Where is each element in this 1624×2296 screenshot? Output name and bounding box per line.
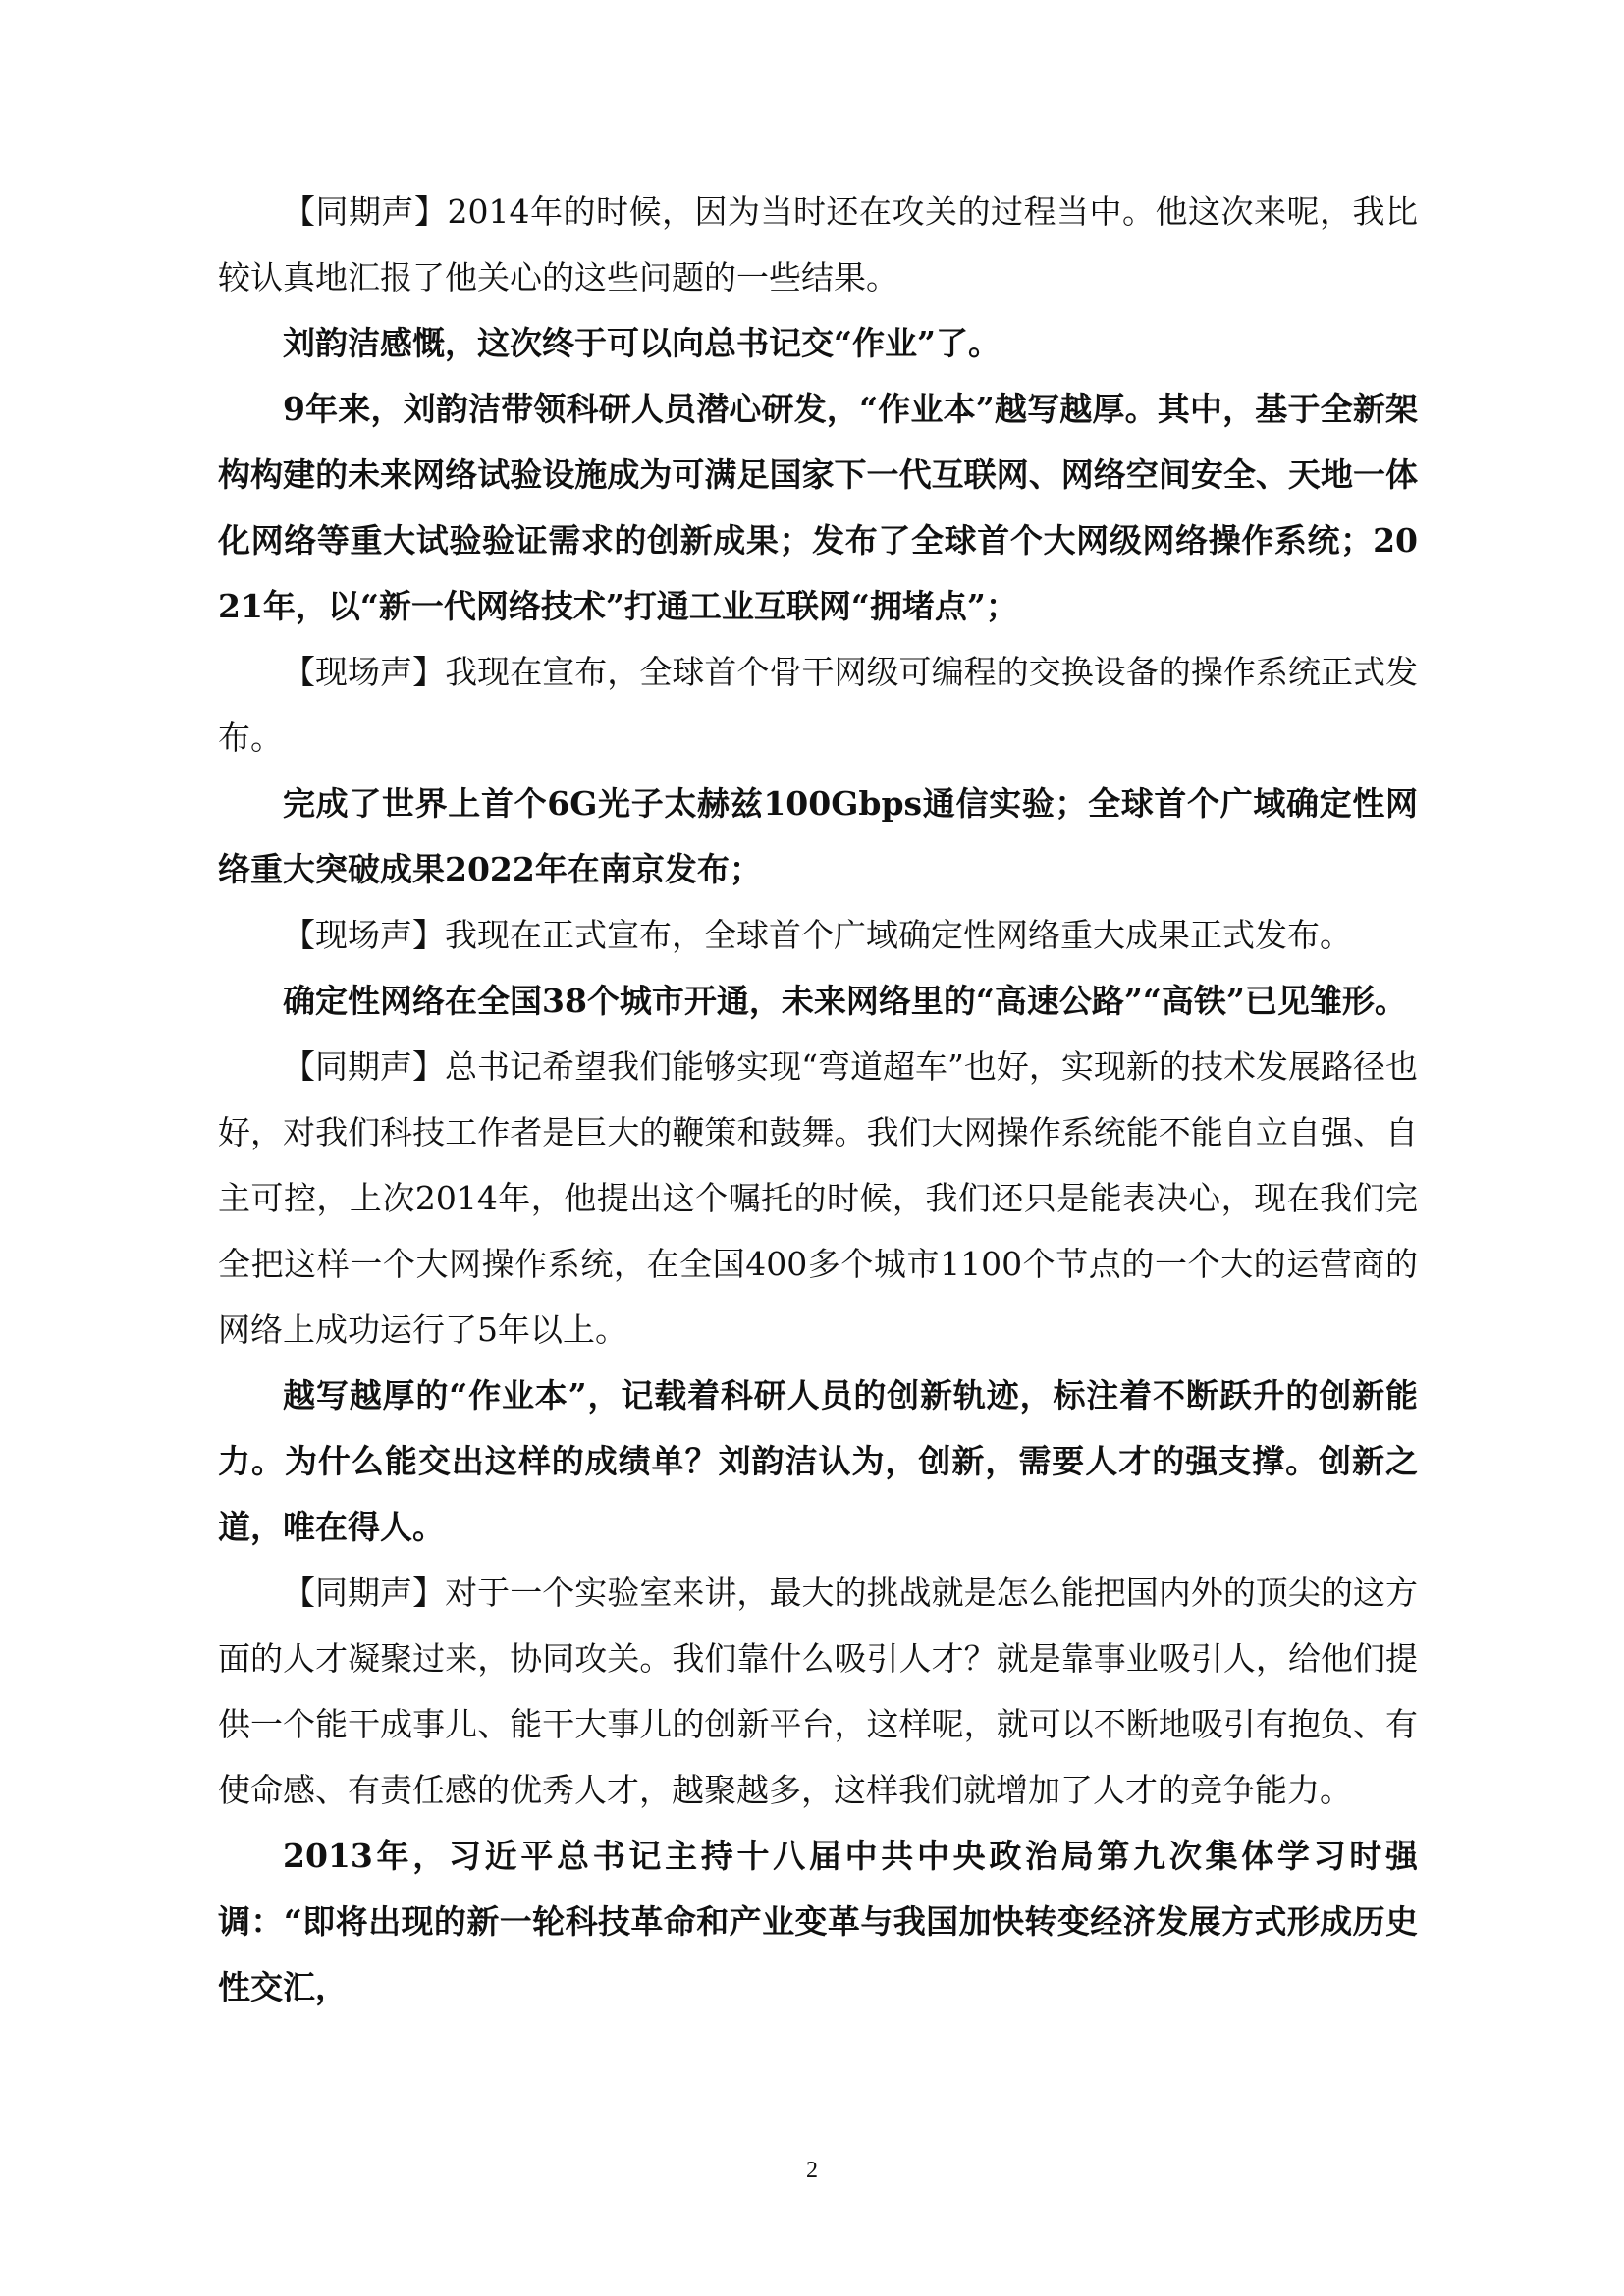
paragraph-5: 完成了世界上首个6G光子太赫兹100Gbps通信实验；全球首个广域确定性网络重大突破成果2022年在南京发布； (218, 784, 1418, 888)
paragraph-10: 【同期声】对于一个实验室来讲，最大的挑战就是怎么能把国内外的顶尖的这方面的人才凝聚过来，协同攻关。我们靠什么吸引人才？就是靠事业吸引人，给他们提供一个能干成事儿、能干大事儿的创新平台，这样呢，就可以不断地吸引有抱负、有使命感、有责任感的优秀人才，越聚越多，这样我们就增加了人才的竞争能力。 (218, 1574, 1418, 1809)
paragraph-4: 【现场声】我现在宣布，全球首个骨干网级可编程的交换设备的操作系统正式发布。 (218, 653, 1418, 757)
paragraph-11: 2013年，习近平总书记主持十八届中共中央政治局第九次集体学习时强调：“即将出现的新一轮科技革命和产业变革与我国加快转变经济发展方式形成历史性交汇， (218, 1837, 1418, 2006)
paragraph-6: 【现场声】我现在正式宣布，全球首个广域确定性网络重大成果正式发布。 (283, 916, 1352, 954)
paragraph-1: 【同期声】2014年的时候，因为当时还在攻关的过程当中。他这次来呢，我比较认真地汇报了他关心的这些问题的一些结果。 (218, 192, 1418, 296)
paragraph-2: 刘韵洁感慨，这次终于可以向总书记交“作业”了。 (283, 324, 1001, 362)
paragraph-7: 确定性网络在全国38个城市开通，未来网络里的“高速公路”“高铁”已见雏形。 (283, 982, 1407, 1020)
paragraph-3: 9年来，刘韵洁带领科研人员潜心研发，“作业本”越写越厚。其中，基于全新架构构建的未来网络试验设施成为可满足国家下一代互联网、网络空间安全、天地一体化网络等重大试验验证需求的创新成果；发布了全球首个大网级网络操作系统；2021年，以“新一代网络技术”打通工业互联网“拥堵点”； (218, 390, 1418, 625)
paragraph-9: 越写越厚的“作业本”，记载着科研人员的创新轨迹，标注着不断跃升的创新能力。为什么能交出这样的成绩单？刘韵洁认为，创新，需要人才的强支撑。创新之道，唯在得人。 (218, 1376, 1418, 1546)
paragraph-8: 【同期声】总书记希望我们能够实现“弯道超车”也好，实现新的技术发展路径也好，对我们科技工作者是巨大的鞭策和鼓舞。我们大网操作系统能不能自立自强、自主可控，上次2014年，他提出这个嘱托的时候，我们还只是能表决心，现在我们完全把这样一个大网操作系统，在全国400多个城市1100个节点的一个大的运营商的网络上成功运行了5年以上。 (218, 1047, 1418, 1349)
page-number: 2 (806, 2158, 818, 2183)
